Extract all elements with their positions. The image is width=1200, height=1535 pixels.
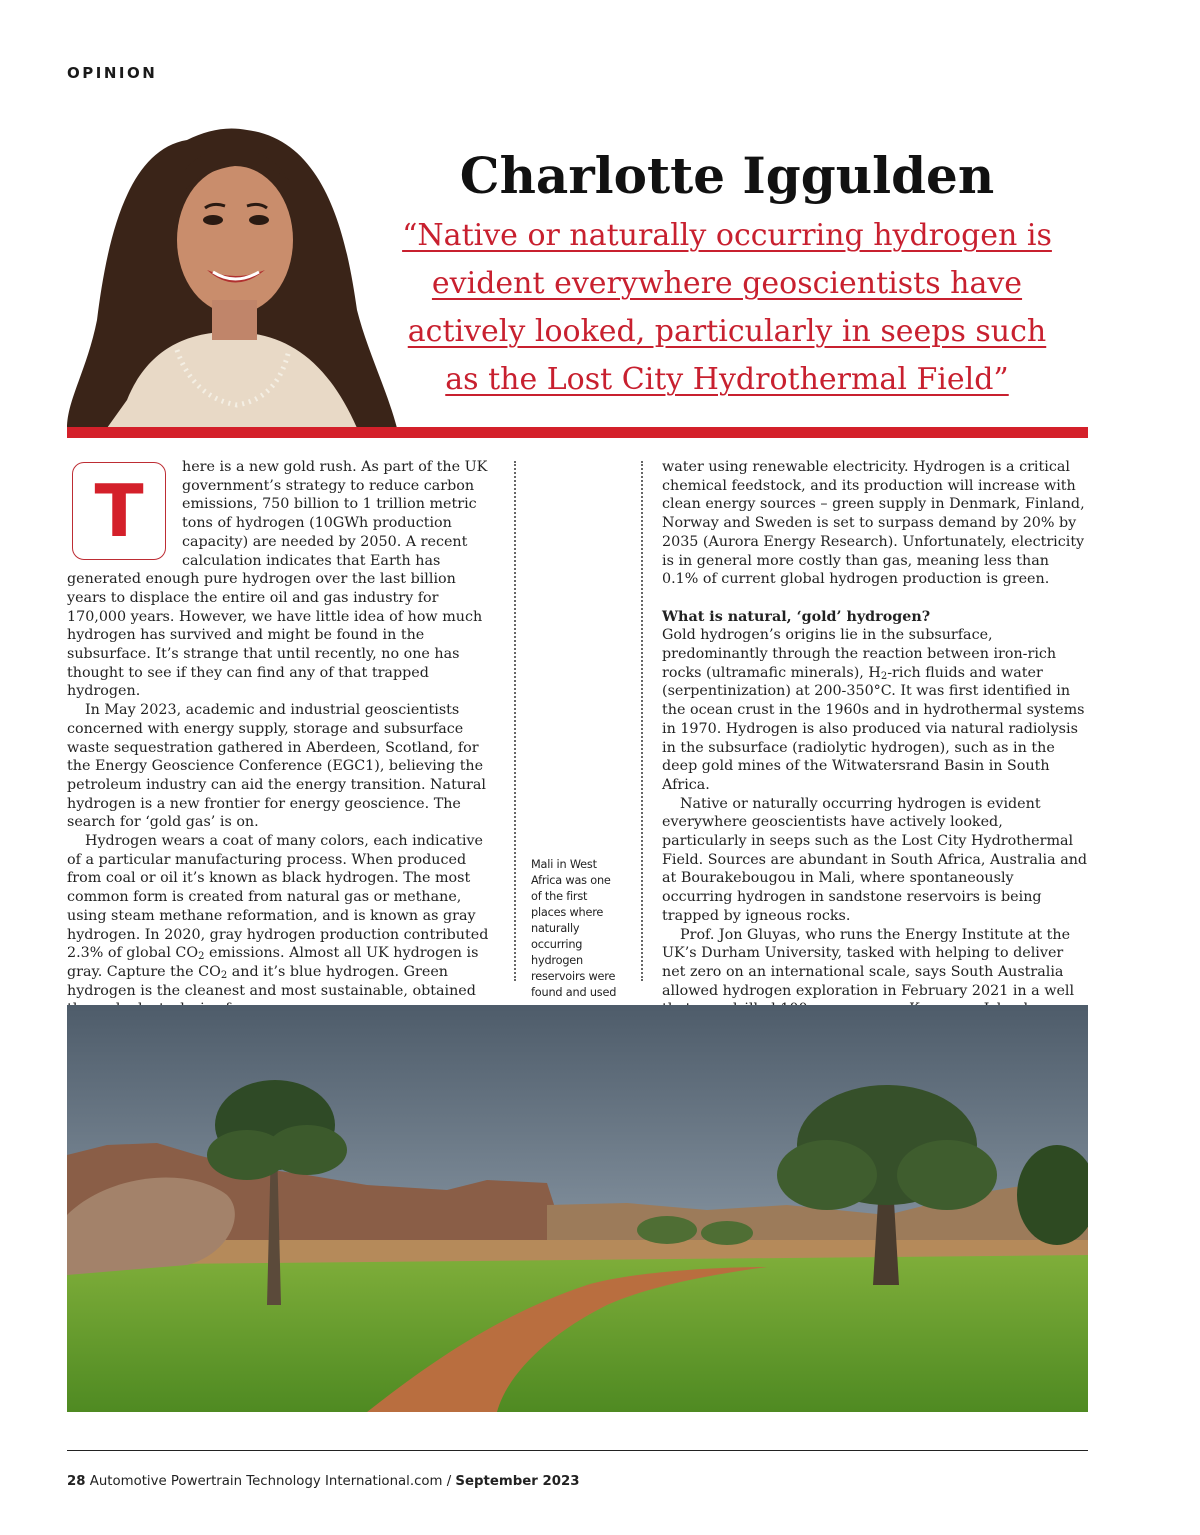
paragraph: In May 2023, academic and industrial geoscientists concerned with energy supply, storage and subsurface waste sequestration gathered in Aberdeen, Scotland, for the Energy Geoscience Conference (EGC1), believing the petroleum industry can aid the energy transition. Natural hydrogen is a new frontier for energy geoscience. The search for ‘gold gas’ is on. <box>67 702 486 831</box>
portrait-image <box>67 100 397 428</box>
page-footer <box>67 1474 579 1489</box>
author-name: Charlotte Iggulden <box>459 146 995 205</box>
publication-name: Automotive Powertrain Technology International.com / <box>85 1474 456 1489</box>
paragraph: Hydrogen wears a coat of many colors, each indicative of a particular manufacturing process. When produced from coal or oil it’s known as black hydrogen. The most common form is created from natural gas or methane, using steam methane reformation, and is known as gray hydrogen. In 2020, gray hydrogen production contributed 2.3% of global $CO_2$ emissions. Almost all UK hydrogen is gray. Capture the $CO_2$ and it’s blue hydrogen. Green hydrogen is the cleanest and most sustainable, obtained <box>67 833 489 999</box>
page-number: 28 <box>67 1474 86 1489</box>
photo-caption: Mali in West Africa was one of the first places where naturally occurring hydrogen reservoirs were found and used <box>531 858 617 999</box>
article-column-right <box>662 458 1088 1019</box>
paragraph: Prof. Jon Gluyas, who runs the Energy Institute at the UK’s Durham University, tasked with helping to deliver net zero on an international scale, says South Australia allowed hydrogen exploration in February 2021 in a well <box>662 926 1075 999</box>
drop-cap: T <box>72 462 166 560</box>
pull-quote: “Native or naturally occurring hydrogen is evident everywhere geoscientists have actively looked, particularly in seeps such as the Lost City Hydrothermal Field” <box>402 218 1052 397</box>
author-portrait <box>67 100 397 428</box>
landscape-photo <box>67 1005 1088 1412</box>
issue-date: September 2023 <box>455 1474 580 1489</box>
section-label: OPINION <box>67 64 158 82</box>
article-column-left <box>67 458 495 1019</box>
footer-rule <box>67 1450 1088 1451</box>
paragraph: Gold hydrogen’s origins lie in the subsurface, predominantly through the reaction between iron-rich rocks (ultramafic minerals), $H_2$-rich fluids and water (serpentinization) at 200-350°C. It was first identified in the ocean crust in the 1960s and in hydrothermal systems in 1970. Hydrogen is also produced via natural radiolysis in the subsurface (radiolytic hydrogen), such as in the deep gold mines of the Witwatersrand Basin in South Africa. <box>662 627 1085 793</box>
subheading: What is natural, ‘gold’ hydrogen? <box>662 608 931 625</box>
dotted-column-divider <box>641 461 643 981</box>
dotted-column-divider <box>514 461 516 981</box>
landscape-image <box>67 1005 1088 1412</box>
paragraph: water using renewable electricity. Hydrogen is a critical chemical feedstock, and its production will increase with clean energy sources – green supply in Denmark, Finland, Norway and Sweden is set to surpass demand by 20% by 2035 (Aurora Energy Research). Unfortunately, electricity is in general more costly than gas, meaning less than 0.1% of current global hydrogen production is green. <box>662 459 1085 588</box>
paragraph: Native or naturally occurring hydrogen is evident everywhere geoscientists have actively looked, particularly in seeps such as the Lost City Hydrothermal Field. Sources are abundant in South Africa, Australia and at Bourakebougou in Mali, where spontaneously occurring hydrogen in sandstone reservoirs is being trapped by igneous rocks. <box>662 795 1088 924</box>
red-divider-bar <box>67 427 1088 438</box>
paragraph: here is a new gold rush. As part of the UK government’s strategy to reduce carbon emissions, 750 billion to 1 trillion metric tons of hydrogen (10GWh production capacity) are needed by 2050. A recent calculation indicates that Earth has generated enough pure hydrogen over the last billion years to displace the entire oil and gas industry for 170,000 years. However, we have little idea of how much hydrogen has survived and might be found in the subsurface. It’s strange that until recently, no one has thought to see if they can find any of that trapped hydrogen. <box>67 459 488 700</box>
